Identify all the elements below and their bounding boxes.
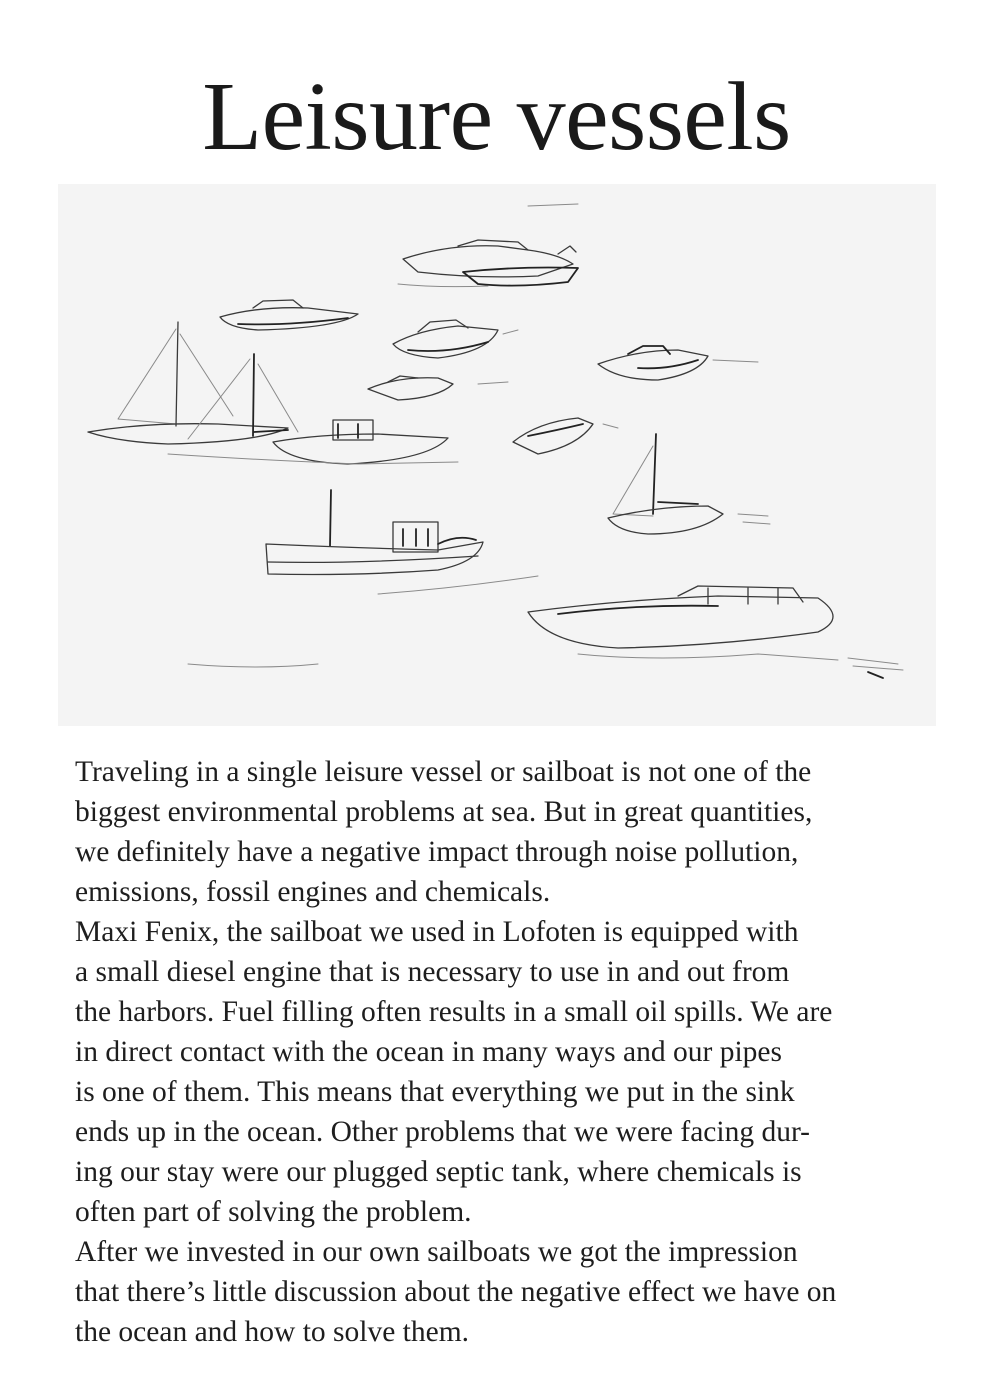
body-line: is one of them. This means that everything we put in the sink bbox=[75, 1076, 795, 1108]
body-line: ing our stay were our plugged septic tank, where chemicals is bbox=[75, 1156, 802, 1188]
body-line: we definitely have a negative impact through noise pollution, bbox=[75, 836, 799, 868]
sketch-of-boats-icon bbox=[58, 184, 936, 726]
fishing-boat-sketch-center bbox=[266, 490, 538, 594]
water-line-sketch bbox=[528, 204, 578, 206]
body-text bbox=[75, 752, 925, 1352]
body-line: in direct contact with the ocean in many ways and our pipes bbox=[75, 1036, 782, 1068]
body-line: ends up in the ocean. Other problems that we were facing dur- bbox=[75, 1116, 811, 1148]
motorboat-sketch-right bbox=[598, 346, 758, 380]
page-title: Leisure vessels bbox=[202, 63, 791, 171]
body-line: Maxi Fenix, the sailboat we used in Lofoten is equipped with bbox=[75, 916, 799, 948]
motorboat-sketch-top bbox=[398, 240, 578, 287]
sailboat-sketch-right bbox=[608, 434, 770, 534]
sailboat-sketch-left bbox=[88, 322, 298, 444]
rowboat-sketch bbox=[513, 418, 618, 454]
body-line: emissions, fossil engines and chemicals. bbox=[75, 876, 551, 908]
boats-sketch-illustration bbox=[58, 184, 936, 726]
motorboat-sketch-center bbox=[393, 320, 518, 358]
small-boat-sketch bbox=[368, 376, 508, 400]
water-line-sketch bbox=[188, 664, 318, 667]
body-line: Traveling in a single leisure vessel or sailboat is not one of the bbox=[75, 756, 812, 788]
body-line: After we invested in our own sailboats we got the impression bbox=[75, 1236, 798, 1268]
body-line: often part of solving the problem. bbox=[75, 1196, 472, 1228]
motorboat-sketch-left bbox=[220, 300, 358, 330]
body-line: that there’s little discussion about the negative effect we have on bbox=[75, 1276, 837, 1308]
body-line: the ocean and how to solve them. bbox=[75, 1316, 470, 1348]
body-line: the harbors. Fuel filling often results in a small oil spills. We are bbox=[75, 996, 833, 1028]
motor-yacht-sketch bbox=[528, 586, 903, 678]
body-line: biggest environmental problems at sea. But in great quantities, bbox=[75, 796, 813, 828]
body-line: a small diesel engine that is necessary to use in and out from bbox=[75, 956, 790, 988]
